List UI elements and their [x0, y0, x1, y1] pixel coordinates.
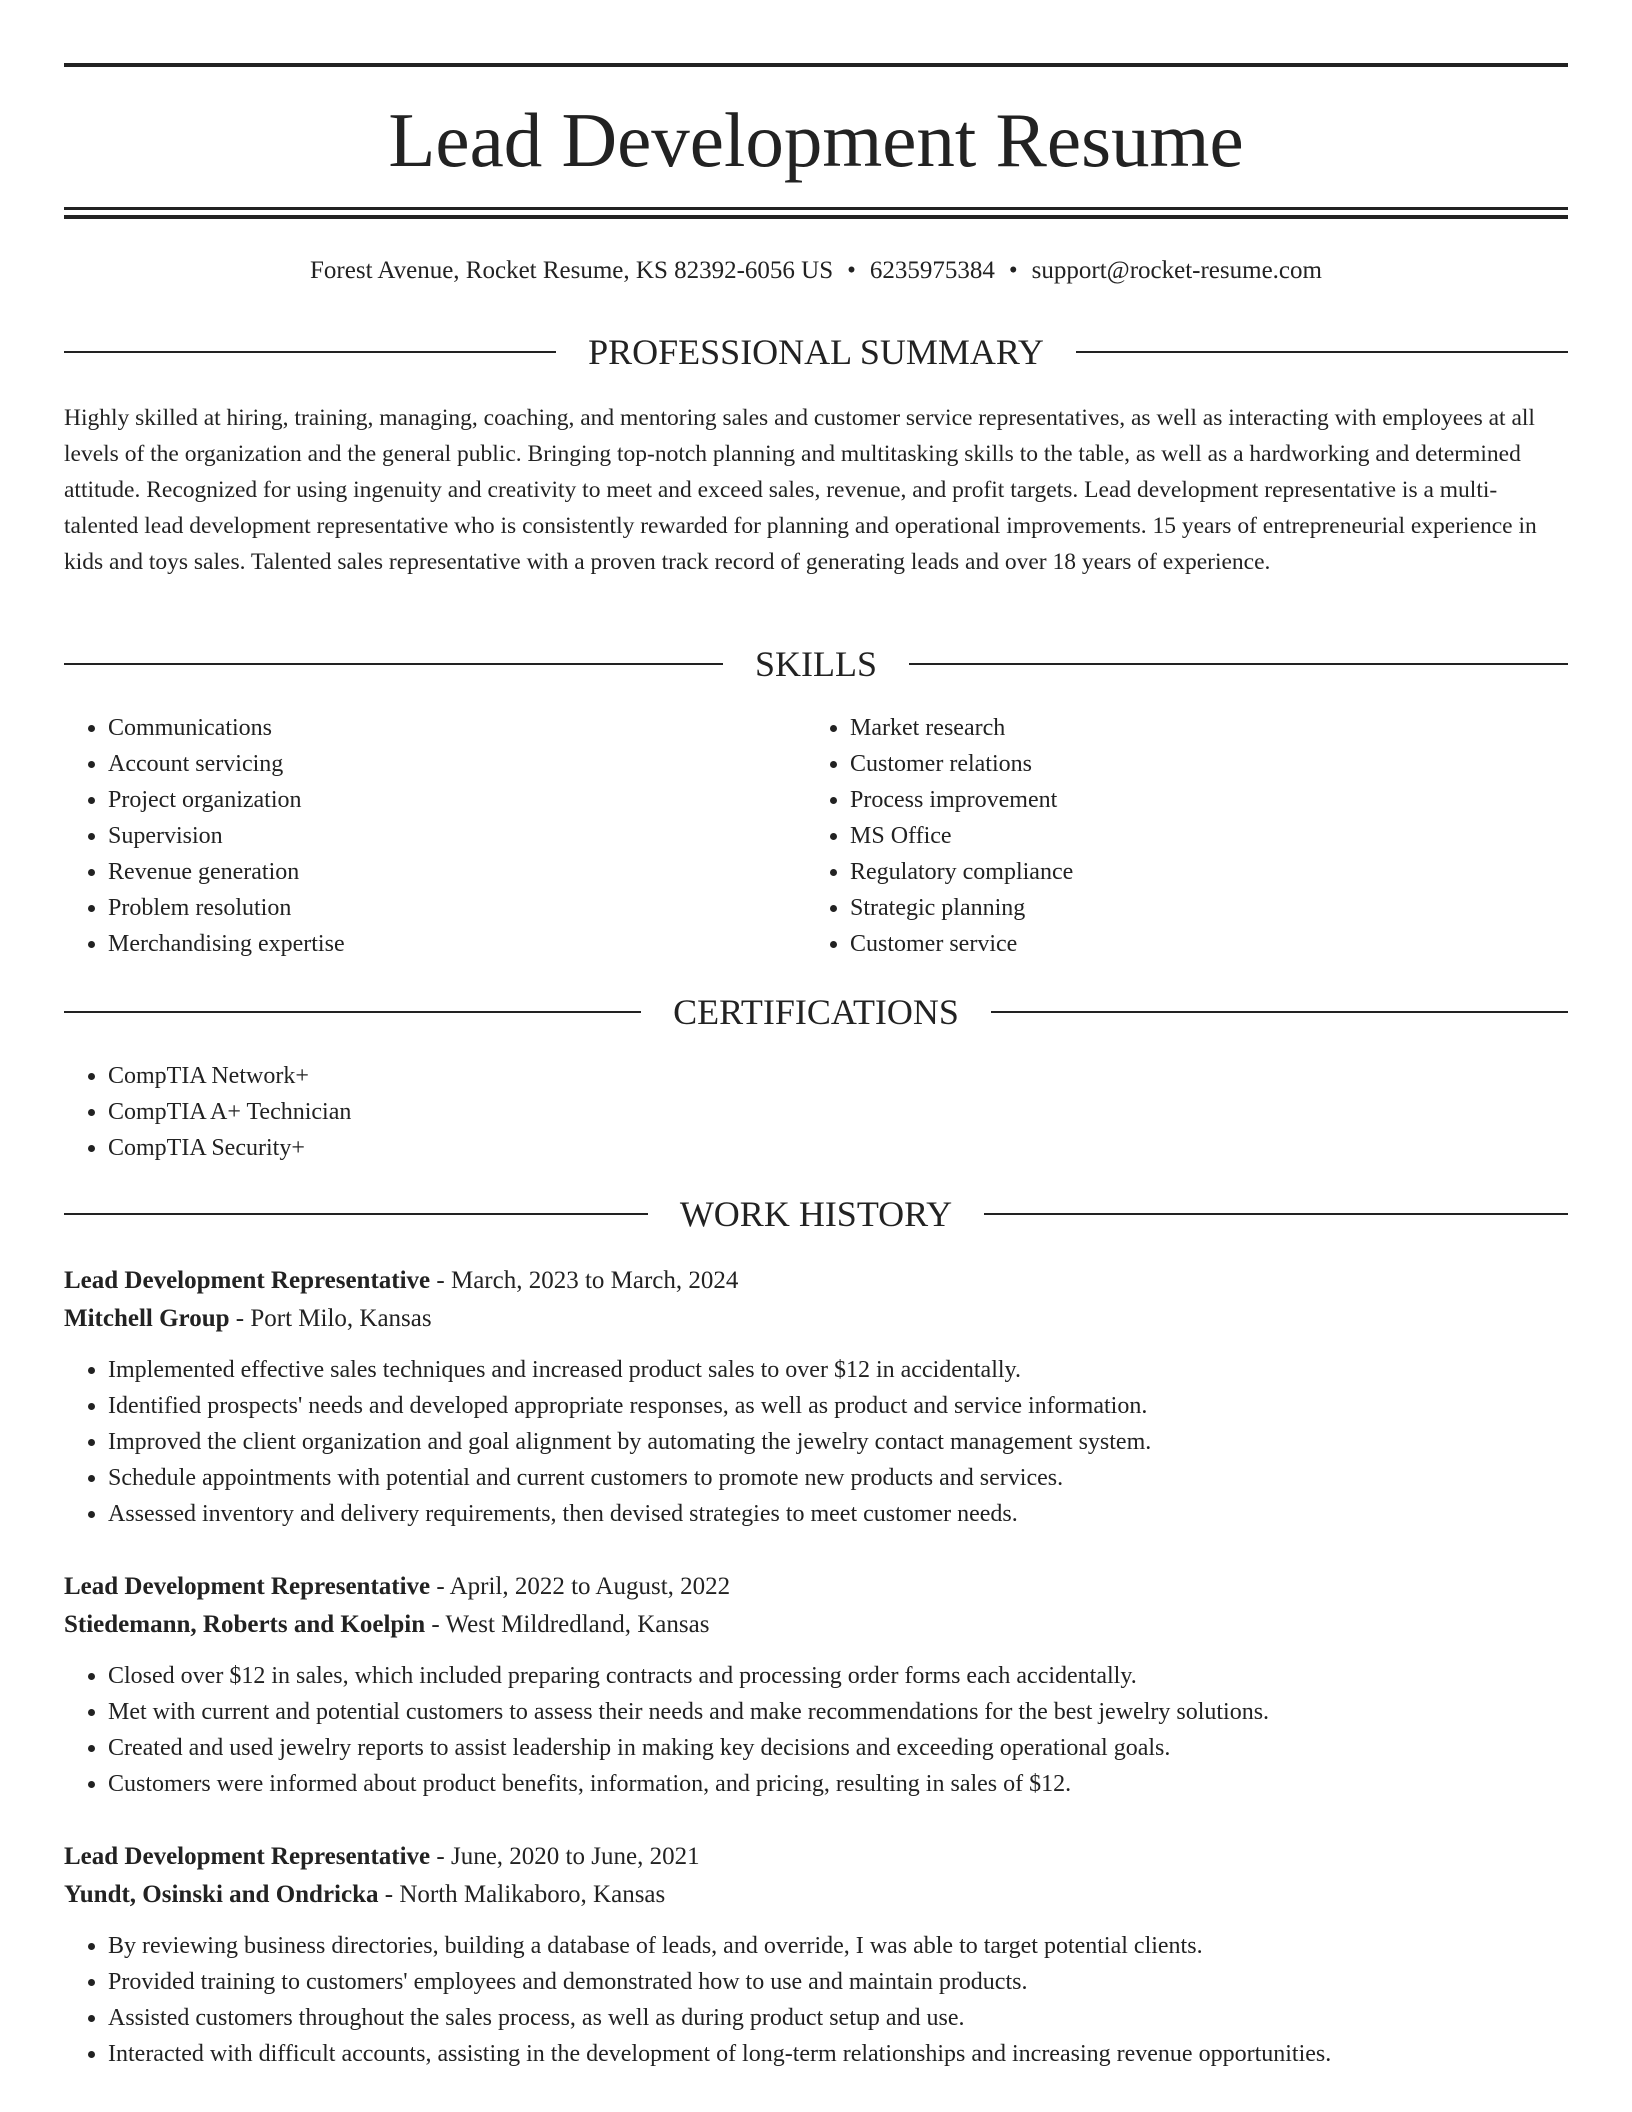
job-location: North Malikaboro, Kansas	[399, 1881, 666, 1908]
contact-separator: •	[847, 257, 856, 284]
job-bullet: • By reviewing business directories, building a database of leads, and override, I was able to target potential clients.	[108, 1928, 1568, 1964]
job-bullet: • Identified prospects' needs and developed appropriate responses, as well as product and service information.	[108, 1388, 1568, 1424]
skill-item: • Supervision	[108, 818, 806, 854]
section-heading-skills	[64, 642, 1568, 686]
certification-item: • CompTIA Network+	[108, 1058, 1568, 1094]
heading-rule	[1076, 351, 1568, 353]
skill-item: • Problem resolution	[108, 890, 806, 926]
skill-item: • Process improvement	[850, 782, 1548, 818]
skill-item: • Communications	[108, 710, 806, 746]
heading-rule	[64, 351, 556, 353]
heading-rule	[909, 663, 1568, 665]
contact-separator: •	[1008, 257, 1018, 284]
job-entry	[64, 1568, 1568, 1802]
section-title: PROFESSIONAL SUMMARY	[588, 332, 1044, 372]
job-location: West Mildredland, Kansas	[445, 1611, 710, 1638]
section-heading-work-history	[64, 1192, 1568, 1236]
heading-rule	[991, 1011, 1568, 1013]
job-bullet: • Met with current and potential customers to assess their needs and make recommendations for the best jewelry solutions.	[108, 1694, 1568, 1730]
skills-column-left	[64, 710, 806, 962]
job-entry	[64, 1838, 1568, 2072]
job-company: Stiedemann, Roberts and Koelpin	[64, 1611, 426, 1638]
job-dates: April, 2022 to August, 2022	[449, 1573, 731, 1600]
contact-address: Forest Avenue, Rocket Resume, KS 82392-6056 US	[310, 257, 834, 284]
section-heading-certifications	[64, 990, 1568, 1034]
skill-item: • Account servicing	[108, 746, 806, 782]
job-bullet: • Assisted customers throughout the sales process, as well as during product setup and use.	[108, 2000, 1568, 2036]
job-bullet: • Customers were informed about product benefits, information, and pricing, resulting in sales of $12.	[108, 1766, 1568, 1802]
job-title-line: Lead Development Representative - June, 2020 to June, 2021	[64, 1843, 700, 1870]
skills-column-right	[806, 710, 1548, 962]
job-location: Port Milo, Kansas	[250, 1305, 432, 1332]
job-bullet: • Closed over $12 in sales, which included preparing contracts and processing order forms each accidentally.	[108, 1658, 1568, 1694]
skill-item: • Merchandising expertise	[108, 926, 806, 962]
skill-item: • Market research	[850, 710, 1548, 746]
job-bullets	[64, 1928, 1568, 2072]
job-company-line: Mitchell Group - Port Milo, Kansas	[64, 1305, 432, 1332]
job-bullet: • Interacted with difficult accounts, assisting in the development of long-term relationships and increasing revenue opportunities.	[108, 2036, 1568, 2072]
section-title: CERTIFICATIONS	[673, 992, 959, 1032]
job-title: Lead Development Representative	[64, 1267, 431, 1294]
job-title: Lead Development Representative	[64, 1573, 431, 1600]
job-bullet: • Assessed inventory and delivery requirements, then devised strategies to meet customer needs.	[108, 1496, 1568, 1532]
contact-email: support@rocket-resume.com	[1031, 257, 1322, 284]
job-company-line: Yundt, Osinski and Ondricka - North Malikaboro, Kansas	[64, 1881, 666, 1908]
heading-rule	[64, 1011, 641, 1013]
job-bullet: • Improved the client organization and goal alignment by automating the jewelry contact management system.	[108, 1424, 1568, 1460]
heading-rule	[64, 663, 723, 665]
job-title-line: Lead Development Representative - April, 2022 to August, 2022	[64, 1573, 731, 1600]
job-bullet: • Schedule appointments with potential and current customers to promote new products and services.	[108, 1460, 1568, 1496]
certifications-list	[64, 1058, 1568, 1166]
heading-rule	[64, 1213, 648, 1215]
heading-rule	[984, 1213, 1568, 1215]
skill-item: • Strategic planning	[850, 890, 1548, 926]
skill-item: • MS Office	[850, 818, 1548, 854]
skill-item: • Revenue generation	[108, 854, 806, 890]
job-bullets	[64, 1658, 1568, 1802]
top-rule	[64, 63, 1568, 67]
job-company: Yundt, Osinski and Ondricka	[64, 1881, 379, 1908]
section-title: WORK HISTORY	[679, 1194, 953, 1234]
work-history	[64, 1262, 1568, 2108]
job-entry	[64, 1262, 1568, 1532]
job-title: Lead Development Representative	[64, 1843, 431, 1870]
certifications-bullets	[64, 1058, 1568, 1166]
rule-line	[64, 207, 1568, 210]
certification-item: • CompTIA Security+	[108, 1130, 1568, 1166]
skill-item: • Customer relations	[850, 746, 1548, 782]
skill-item: • Customer service	[850, 926, 1548, 962]
job-bullets	[64, 1352, 1568, 1532]
job-bullet: • Created and used jewelry reports to assist leadership in making key decisions and exceeding operational goals.	[108, 1730, 1568, 1766]
skills-left-list	[64, 710, 806, 962]
job-company-line: Stiedemann, Roberts and Koelpin - West Mildredland, Kansas	[64, 1611, 710, 1638]
skill-item: • Project organization	[108, 782, 806, 818]
contact-line	[64, 254, 1568, 288]
rule-line	[64, 215, 1568, 219]
job-bullet: • Provided training to customers' employees and demonstrated how to use and maintain products.	[108, 1964, 1568, 2000]
job-company: Mitchell Group	[64, 1305, 230, 1332]
section-title: SKILLS	[755, 644, 878, 684]
skills-list	[64, 710, 1568, 962]
contact-phone: 6235975384	[869, 257, 995, 284]
job-title-line: Lead Development Representative - March, 2023 to March, 2024	[64, 1267, 739, 1294]
resume-title: Lead Development Resume	[388, 97, 1244, 183]
summary-text: Highly skilled at hiring, training, managing, coaching, and mentoring sales and customer service representatives, as well as interacting with employees at all levels of the organization and the general public. Bringing top-notch planning and multitasking skills to the table, as well as a hardworking and determined attitude. Recognized for using ingenuity and creativity to meet and exceed sales, revenue, and profit targets. Lead development representative is a multi-talented lead development representative who is consistently rewarded for planning and operational improvements. 15 years of entrepreneurial experience in kids and toys sales. Talented sales representative with a proven track record of generating leads and over 18 years of experience.	[64, 405, 1537, 575]
job-bullet: • Implemented effective sales techniques and increased product sales to over $12 in accidentally.	[108, 1352, 1568, 1388]
job-dates: March, 2023 to March, 2024	[450, 1267, 739, 1294]
section-heading-summary	[64, 330, 1568, 374]
certification-item: • CompTIA A+ Technician	[108, 1094, 1568, 1130]
skills-right-list	[806, 710, 1548, 962]
job-dates: June, 2020 to June, 2021	[450, 1843, 700, 1870]
title-double-rule	[64, 207, 1568, 219]
skill-item: • Regulatory compliance	[850, 854, 1548, 890]
